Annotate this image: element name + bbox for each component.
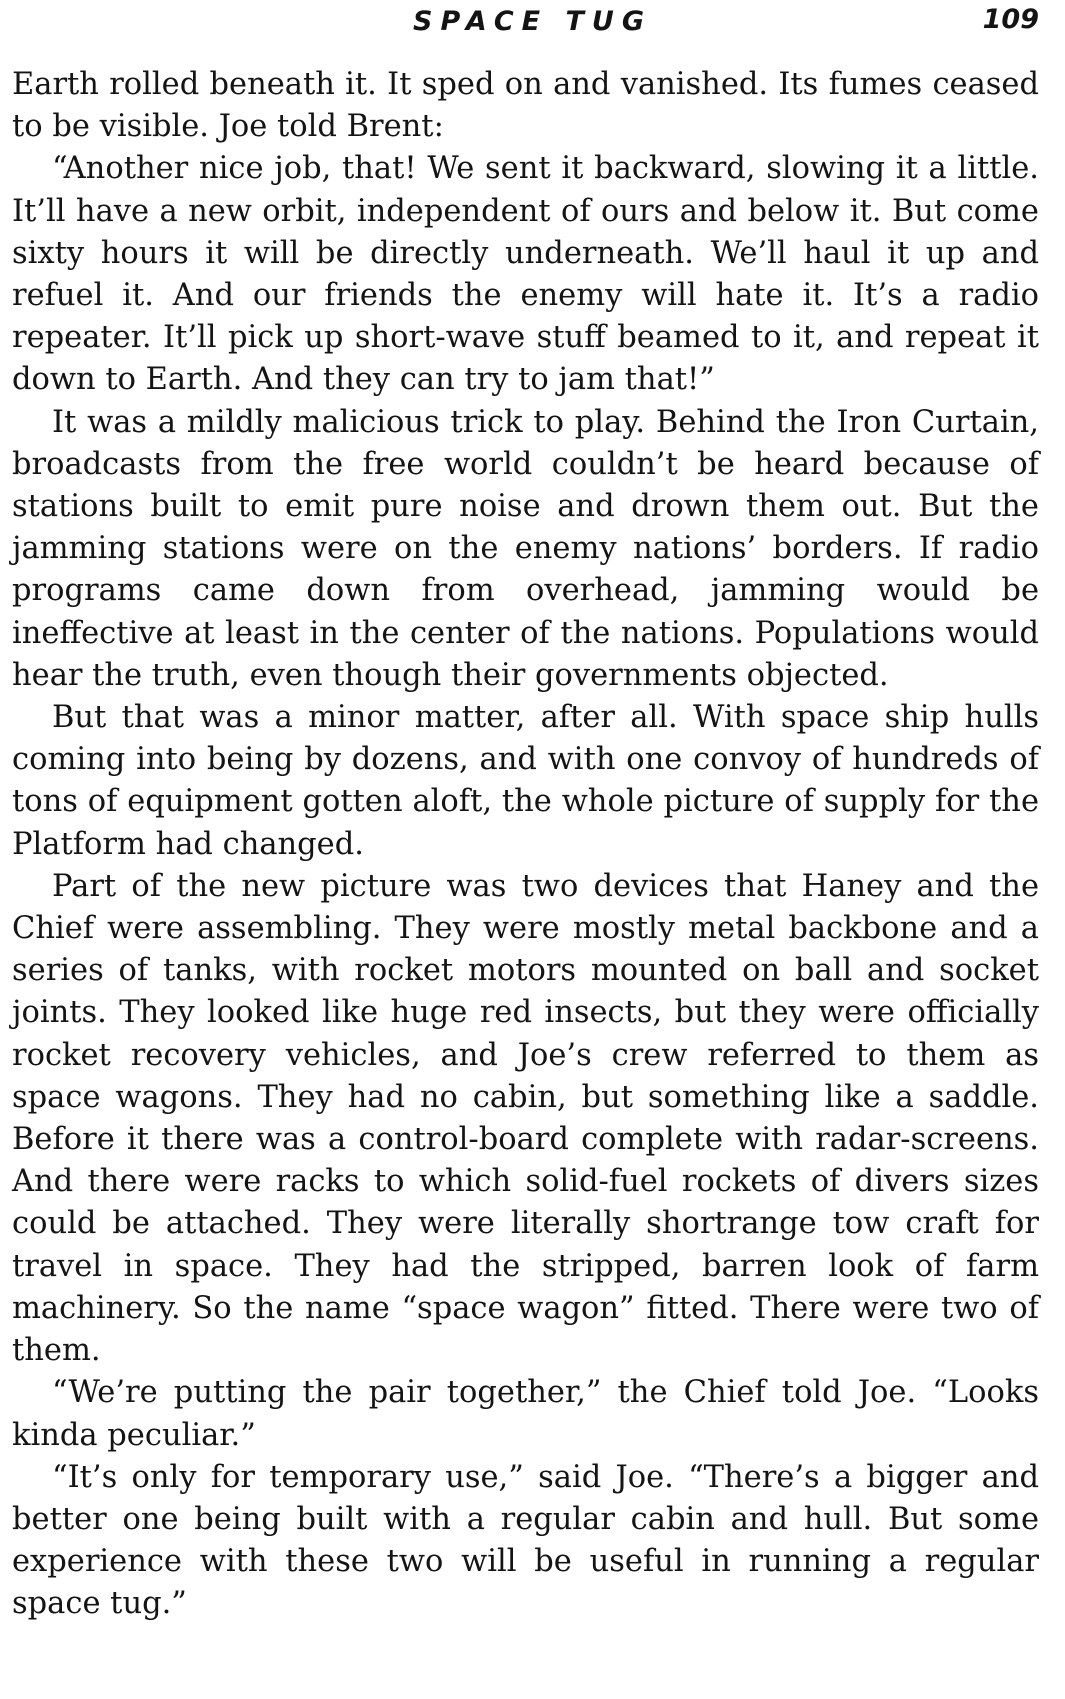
paragraph-5: Part of the new picture was two devices that Haney and the Chief were assembling. They were mostly metal backbone and a series of tanks, with rocket motors mounted on ball and socket joints. They looked like huge red insects, but they were officially rocket recovery vehicles, and Joe’s crew referred to them as space wagons. They had no cabin, but something like a saddle. Before it there was a control-board complete with radar-screens. And there were racks to which solid-fuel rockets of divers sizes could be attached. They were literally shortrange tow craft for travel in space. They had the stripped, barren look of farm machinery. So the name “space wagon” fitted. There were two of them.	[12, 868, 1039, 1369]
paragraph-4: But that was a minor matter, after all. With space ship hulls coming into being by dozens, and with one convoy of hundreds of tons of equipment gotten aloft, the whole picture of supply for the Platform had changed.	[12, 700, 1039, 862]
body-text	[12, 64, 1039, 1626]
running-head	[12, 0, 1039, 64]
paragraph-3: It was a mildly malicious trick to play. Behind the Iron Curtain, broadcasts from the free world couldn’t be heard because of stations built to emit pure noise and drown them out. But the jamming stations were on the enemy nations’ borders. If radio programs came down from overhead, jamming would be ineffective at least in the center of the nations. Populations would hear the truth, even though their governments objected.	[12, 404, 1039, 693]
paragraph-1: Earth rolled beneath it. It sped on and vanished. Its fumes ceased to be visible. Joe told Brent:	[12, 67, 1039, 145]
paragraph-2: “Another nice job, that! We sent it backward, slowing it a little. It’ll have a new orbit, independent of ours and below it. But come sixty hours it will be directly underneath. We’ll haul it up and refuel it. And our friends the enemy will hate it. It’s a radio repeater. It’ll pick up short-wave stuff beamed to it, and repeat it down to Earth. And they can try to jam that!”	[12, 151, 1039, 398]
running-title: SPACE TUG	[413, 6, 652, 37]
paragraph-7: “It’s only for temporary use,” said Joe. “There’s a bigger and better one being built with a regular cabin and hull. But some experience with these two will be useful in running a regular space tug.”	[12, 1459, 1039, 1622]
paragraph-6: “We’re putting the pair together,” the Chief told Joe. “Looks kinda peculiar.”	[12, 1375, 1039, 1453]
page-number: 109	[982, 4, 1039, 35]
